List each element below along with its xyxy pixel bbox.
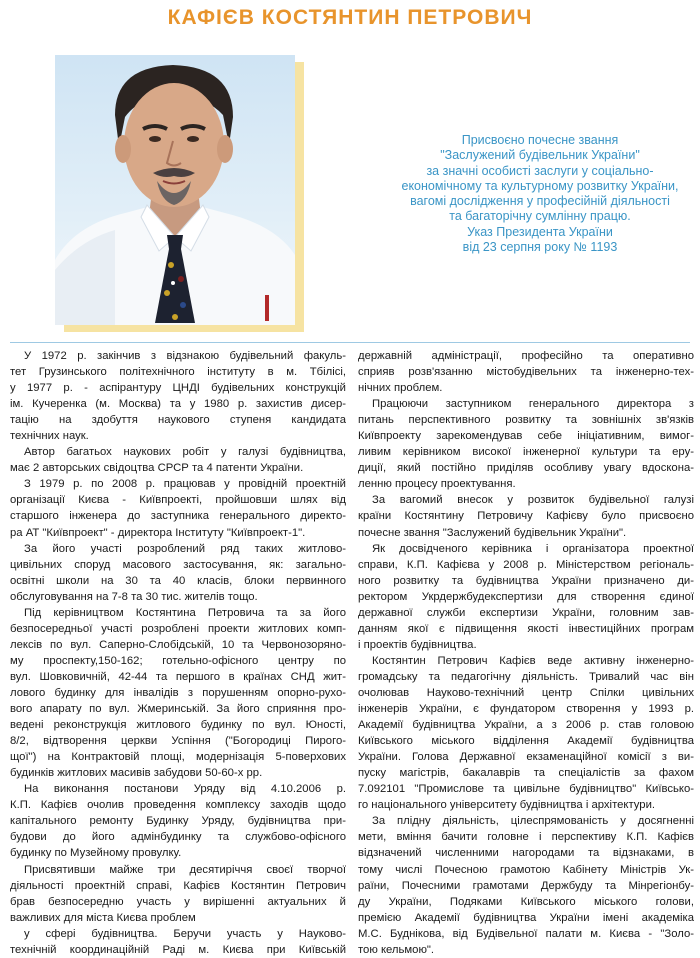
- text-line: країни Костянтину Петровичу Кафієву було присвоєно: [358, 510, 694, 523]
- text-line: Київпроекту зарекомендував себе ініціативним, вимог-: [358, 430, 694, 443]
- text-line: сприяв розв'язанню містобудівельних та інженерно-тех-: [358, 366, 694, 379]
- text-line: будинку по Музейному провулку.: [10, 847, 182, 860]
- text-line: ректором Укрдержбудекспертизи для створення єдиної: [358, 590, 694, 603]
- text-line: За вагомий внесок у розвиток будівельної галузі: [372, 494, 694, 507]
- page-title: КАФІЄВ КОСТЯНТИН ПЕТРОВИЧ: [167, 6, 533, 29]
- text-line: раїни, Почесними грамотами Держбуду та Мінрегіонбу-: [358, 879, 694, 892]
- text-line: Працюючи заступником генерального директора з: [372, 398, 694, 411]
- award-line: від 23 серпня року № 1193: [462, 240, 618, 255]
- text-line: обслуговування на 7-8 та 30 тис. жителів тощо.: [10, 590, 258, 603]
- award-line: "Заслужений будівельник України": [440, 148, 640, 163]
- text-line: вул. Шовковичній, 42-44 та першого в країнах СНД жит-: [10, 670, 346, 683]
- section-divider: [10, 342, 690, 343]
- text-line: лексів по вул. Саперно-Слобідській, 10 та Червонозоряно-: [10, 638, 346, 651]
- text-line: важливих для міста Києва проблем: [10, 911, 196, 924]
- text-line: державної служби експертизи України, головним зав-: [358, 606, 694, 619]
- text-line: технічній координаційній Раді м. Києва при Київській: [10, 943, 346, 956]
- award-line: за значні особисті заслуги у соціально-: [426, 163, 654, 178]
- text-line: Академії будівництва України, а з 2006 р. став головою: [358, 719, 694, 732]
- text-line: почесне звання "Заслужений будівельник України".: [358, 526, 627, 539]
- text-line: Як досвідченого керівника і організатора проектної: [372, 542, 694, 555]
- text-line: Костянтин Петрович Кафієв веде активну інженерно-: [372, 654, 694, 667]
- text-line: технічних наук.: [10, 430, 89, 443]
- text-line: 7.092101 "Промислове та цивільне будівництво" Київсько-: [358, 783, 694, 796]
- portrait-photo: [55, 55, 295, 325]
- text-line: справи, К.П. Кафієва у 2008 р. Міністерством регіональ-: [358, 558, 694, 571]
- text-line: тет Грузинського політехнічного інституту в м. Тбілісі,: [10, 366, 346, 379]
- award-line: економічному та культурному розвитку України,: [401, 178, 679, 193]
- text-line: безпосередньої участі розроблені проекти житлових комп-: [10, 622, 346, 635]
- text-line: вого апарату по вул. Жмеринській. За його сприяння про-: [10, 703, 346, 716]
- award-line: Указ Президента України: [467, 224, 613, 239]
- text-line: тацію на здобуття наукового ступеня кандидата: [10, 414, 346, 427]
- award-line: та багаторічну сумлінну працю.: [449, 209, 631, 224]
- text-line: ра АТ "Київпроект" - директора Інституту "Київпроект-1".: [10, 526, 306, 539]
- text-line: К.П. Кафієв очолив проведення комплексу заходів щодо: [10, 799, 346, 812]
- text-line: З 1979 р. по 2008 р. працював у провідній проектній: [24, 478, 346, 491]
- text-line: Присвятивши майже три десятиріччя своєї творчої: [24, 863, 346, 876]
- text-line: інженерів України, є фундатором створення у 1993 р.: [358, 703, 694, 716]
- text-line: данням якої є підвищення якості інвестиційних програм: [358, 622, 694, 635]
- text-line: ливим керівником високої інженерної культури та еру-: [358, 446, 694, 459]
- text-line: України. Голова Державної екзаменаційної комісії з ви-: [358, 751, 694, 764]
- text-line: За його участі розроблений ряд таких житлово-: [24, 542, 346, 555]
- text-line: старшого інженера до заступника генерального директо-: [10, 510, 346, 523]
- text-line: ду України, Подяками Київського міського голови,: [358, 895, 694, 908]
- text-line: у 1977 р. - аспірантуру ЦНДІ будівельних конструкцій: [10, 382, 346, 395]
- award-citation: [390, 133, 690, 255]
- text-line: громадську та педагогічну діяльність. Тривалий час він: [358, 670, 694, 683]
- text-line: ного розвитку та будівництва України призначено ди-: [358, 574, 694, 587]
- text-line: Під керівництвом Костянтина Петровича та за його: [24, 606, 346, 619]
- text-line: брав безпосередню участь у вирішенні актуальних й: [10, 895, 346, 908]
- text-line: і проектів будівництва.: [358, 638, 477, 651]
- text-line: капітального ремонту Будинку Уряду, будівництва при-: [10, 815, 346, 828]
- text-line: му проспекту,150-162; готельно-офісного центру по: [10, 654, 346, 667]
- award-line: вагомі дослідження у професійній діяльності: [410, 194, 670, 209]
- text-line: будови до його адмінбудинку та службово-офісного: [10, 831, 346, 844]
- text-line: ім. Кучеренка (м. Москва) та у 1980 р. захистив дисер-: [10, 398, 346, 411]
- text-line: цивільних споруд масового застосування, як: загально-: [10, 558, 346, 571]
- portrait-illustration: [55, 55, 295, 325]
- text-line: М.С. Буднікова, від Будівельної палати м. Києва - "Золо-: [358, 927, 694, 940]
- text-line: відзначений численними нагородами та відзнаками, в: [358, 847, 694, 860]
- text-line: пуску магістрів, бакалаврів та спеціалістів за фахом: [358, 767, 694, 780]
- text-line: має 2 авторських свідоцтва СРСР та 4 патенти України.: [10, 462, 304, 475]
- text-line: будинків житлових масивів забудови 50-60-х рр.: [10, 767, 263, 780]
- text-line: тому числі Почесною грамотою Кабінету Міністрів Ук-: [358, 863, 694, 876]
- text-line: нічних проблем.: [358, 382, 443, 395]
- text-line: Київського міського відділення Академії будівництва: [358, 735, 694, 748]
- text-line: 8/2, відтворення церкви Успіння ("Богородиці Пирого-: [10, 735, 346, 748]
- text-line: У 1972 р. закінчив з відзнакою будівельний факуль-: [24, 350, 346, 362]
- text-line: державній адміністрації, професійно та оперативно: [358, 350, 694, 362]
- text-line: За плідну діяльність, цілеспрямованість у досягненні: [372, 815, 694, 828]
- text-line: На виконання постанови Уряду від 4.10.2006 р.: [24, 783, 346, 796]
- text-line: лового будинку для інвалідів з порушенням опорно-рухо-: [10, 686, 346, 699]
- biography-right-column: [358, 348, 694, 958]
- award-line: Присвоєно почесне звання: [461, 133, 619, 147]
- text-line: диції, який постійно приділяв особливу увагу вдоскона-: [358, 462, 694, 475]
- text-line: премією Академії будівництва України імені академіка: [358, 911, 694, 924]
- text-line: організації Києва - Київпроекті, пройшовши шлях від: [10, 494, 346, 507]
- biography-left-column: [10, 348, 346, 958]
- text-line: у сфері будівництва. Беручи участь у Науково-: [24, 927, 346, 940]
- text-line: ведені реконструкція житлового будинку по вул. Юності,: [10, 719, 346, 732]
- text-line: питань перспективного розвитку та зовнішніх зв'язків: [358, 414, 694, 427]
- text-line: щої") на Контрактовій площі, модернізація 5-поверхових: [10, 751, 346, 764]
- text-line: діяльності проектній справі, Кафієв Костянтин Петрович: [10, 879, 346, 892]
- text-line: освітні школи на 30 та 40 класів, блоки первинного: [10, 574, 346, 587]
- text-line: Автор багатьох наукових робіт у галузі будівництва,: [24, 446, 346, 459]
- text-line: го національного університету будівництва і архітектури.: [358, 799, 656, 812]
- text-line: очолював Науково-технічний центр Спілки цивільних: [358, 686, 694, 699]
- text-line: тою кельмою".: [358, 943, 435, 956]
- text-line: мети, вміння бачити головне і перспективу К.П. Кафієв: [358, 831, 694, 844]
- text-line: ленню процесу проектування.: [358, 478, 516, 491]
